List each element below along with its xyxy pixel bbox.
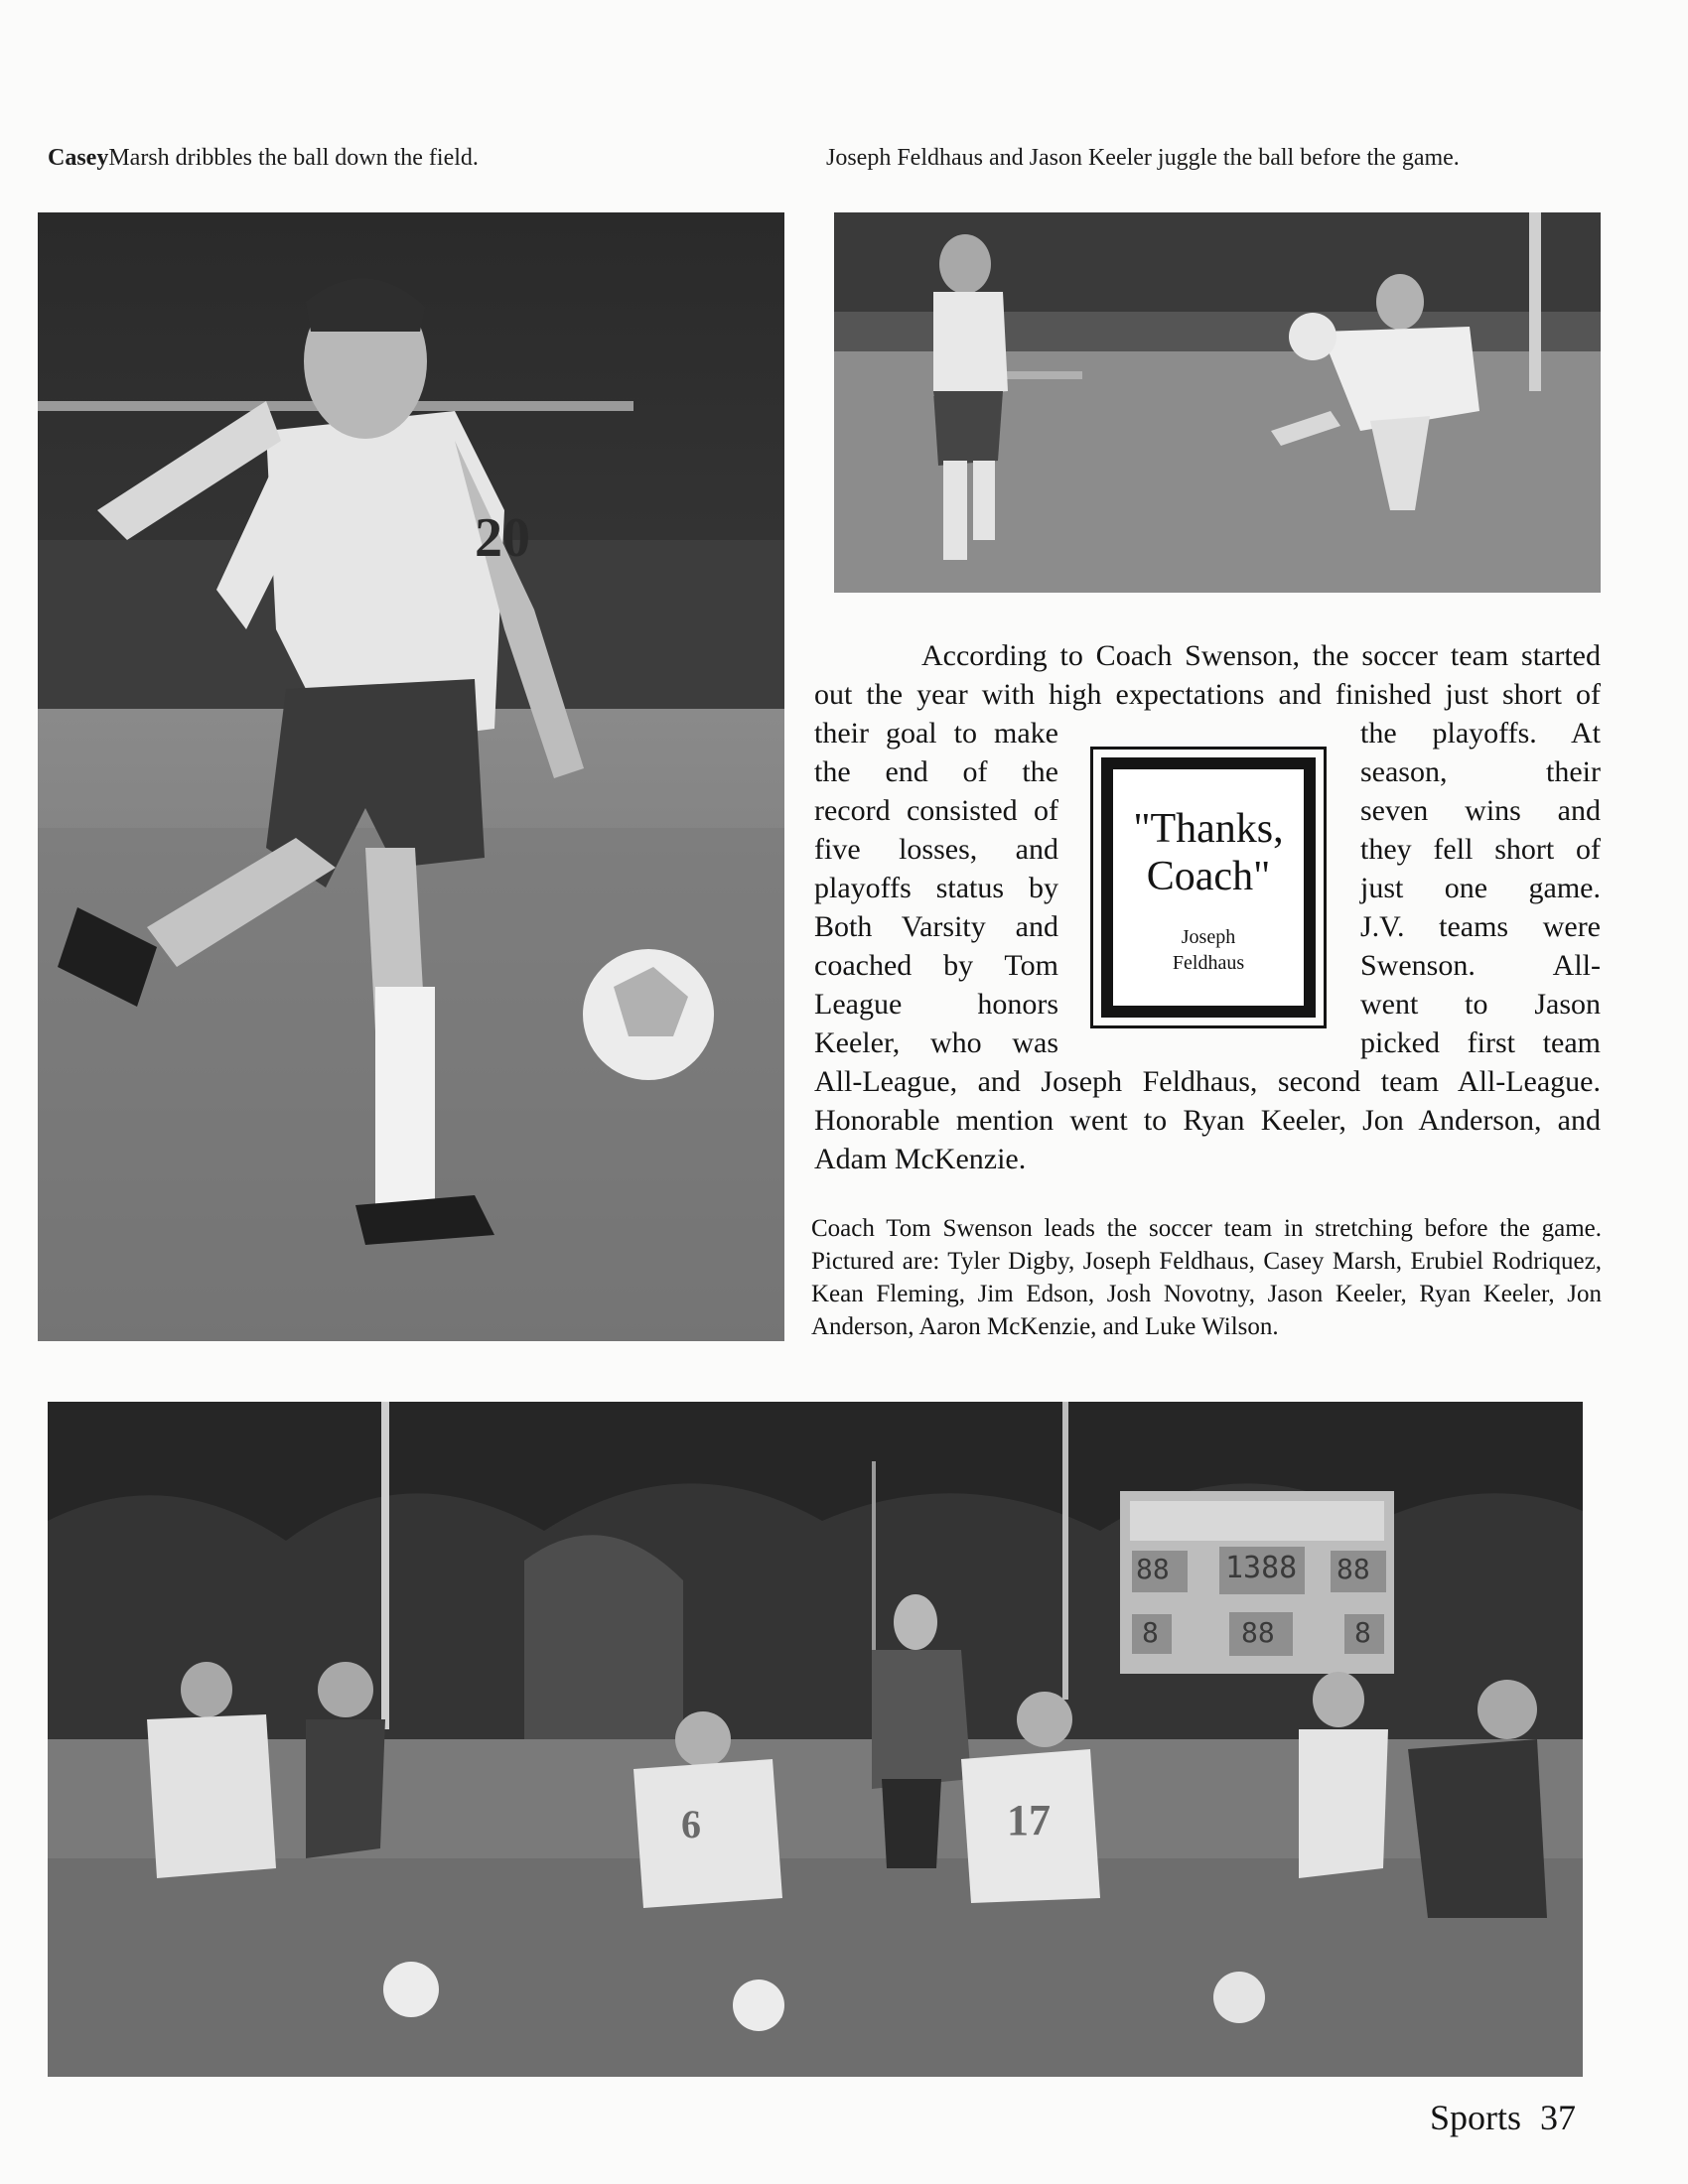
attribution-line: Joseph: [1181, 926, 1236, 948]
photo-players-juggling: [834, 212, 1601, 593]
story-line: picked first team: [1360, 1026, 1601, 1059]
story-line: out the year with high expectations and finished just short of: [814, 678, 1601, 711]
caption-top-left: [48, 143, 479, 173]
page-footer: [1430, 2097, 1576, 2138]
attribution-line: Feldhaus: [1172, 952, 1245, 974]
quote-text: [1113, 805, 1304, 900]
story-line: record consisted of: [814, 794, 1058, 827]
jersey-number: 20: [475, 507, 530, 569]
photo-team-stretching: [48, 1402, 1583, 2077]
caption-top-right: Joseph Feldhaus and Jason Keeler juggle the ball before the game.: [826, 145, 1460, 171]
quote-line: Coach": [1146, 854, 1271, 899]
quote-attribution: [1113, 924, 1304, 976]
story-line: they fell short of: [1360, 833, 1601, 866]
story-line: J.V. teams were: [1360, 910, 1601, 943]
scoreboard-digits-top-right: 88: [1336, 1553, 1370, 1585]
story-line: just one game.: [1360, 872, 1601, 904]
caption-bottom: Coach Tom Swenson leads the soccer team in stretching before the game. Pictured are: Tyler Digby, Joseph Feldhaus, Casey Marsh, Erubiel Rodriquez, Kean Fleming, Jim Edson, Josh Novotny, Jason Keeler, Ryan Keeler, Jon Anderson, Aaron McKenzie, and Luke Wilson.: [811, 1215, 1602, 1340]
story-line: According to Coach Swenson, the soccer team started: [921, 639, 1601, 672]
scoreboard-digits-top-left: 88: [1136, 1553, 1170, 1585]
jersey-number: 17: [1007, 1796, 1051, 1844]
story-line: season, their: [1360, 755, 1601, 788]
juggling-photo-graphic: [834, 212, 1601, 593]
story-line: Both Varsity and: [814, 910, 1058, 943]
story-line: Honorable mention went to Ryan Keeler, Jon Anderson, and: [814, 1104, 1601, 1137]
story-line: the playoffs. At: [1360, 717, 1601, 750]
section-name: Sports: [1430, 2098, 1522, 2137]
scoreboard-digits-bottom-center: 88: [1241, 1616, 1275, 1649]
dribbling-photo-graphic: [38, 212, 784, 1341]
scoreboard-digits-top-center: 1388: [1225, 1551, 1298, 1585]
story-line: the end of the: [814, 755, 1058, 788]
story-line: League honors: [814, 988, 1058, 1021]
story-left-column: [814, 714, 1058, 1062]
photo-player-dribbling: [38, 212, 784, 1341]
story-line: All-League, and Joseph Feldhaus, second team All-League.: [814, 1065, 1601, 1098]
story-line: five losses, and: [814, 833, 1058, 866]
caption-text: Marsh dribbles the ball down the field.: [108, 145, 479, 171]
story-article: [814, 636, 1601, 714]
story-line: their goal to make: [814, 717, 1058, 750]
story-line: playoffs status by: [814, 872, 1058, 904]
story-line: went to Jason: [1360, 988, 1601, 1021]
story-right-column: [1360, 714, 1601, 1062]
quote-box: [1101, 757, 1316, 1018]
story-line: Adam McKenzie.: [814, 1143, 1027, 1175]
story-line: Keeler, who was: [814, 1026, 1058, 1059]
scoreboard-digits-bottom-right: 8: [1354, 1616, 1371, 1649]
scoreboard-digits-bottom-left: 8: [1142, 1616, 1159, 1649]
quote-line: "Thanks,: [1133, 806, 1284, 852]
story-line: coached by Tom: [814, 949, 1058, 982]
story-line: seven wins and: [1360, 794, 1601, 827]
caption-name: Casey: [48, 145, 109, 171]
story-tail: [814, 1062, 1601, 1178]
page-number: 37: [1540, 2098, 1577, 2137]
story-line: Swenson. All-: [1360, 949, 1601, 982]
jersey-number: 6: [681, 1802, 701, 1846]
stretching-photo-graphic: [48, 1402, 1583, 2077]
